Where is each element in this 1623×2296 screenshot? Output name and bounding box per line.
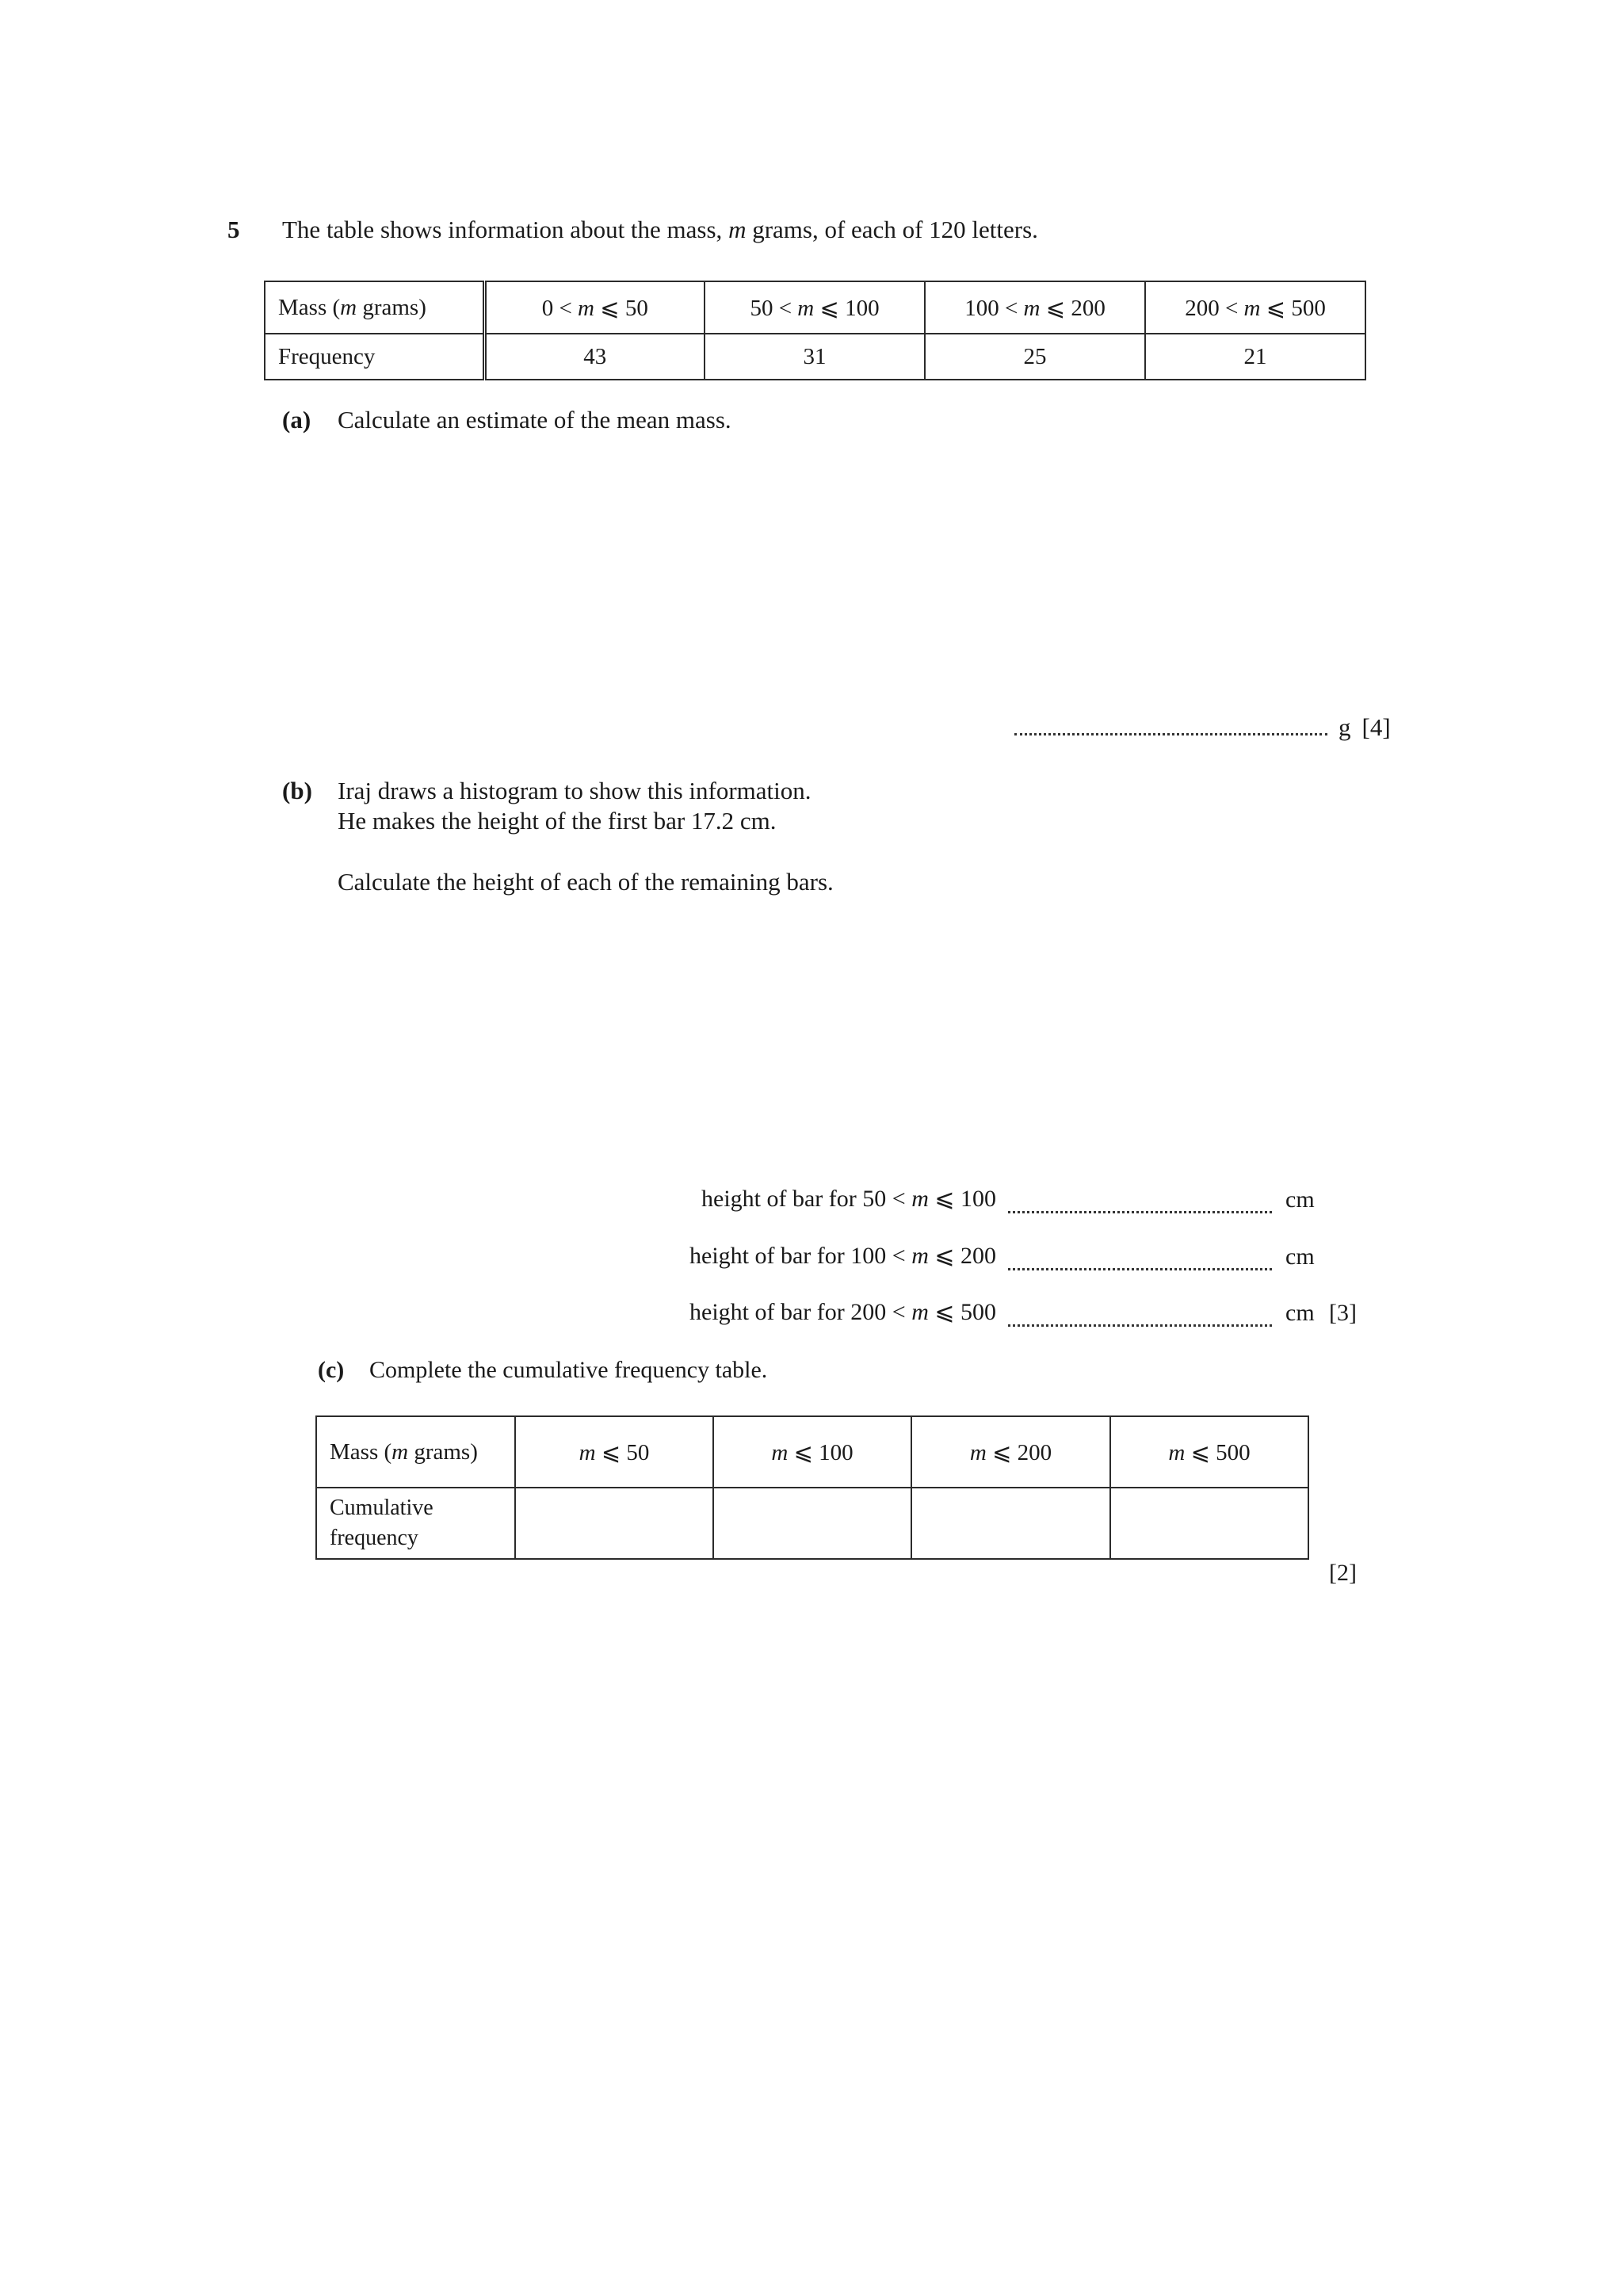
question-number: 5: [227, 216, 240, 243]
bar-label-lo: 50: [862, 1186, 887, 1212]
cumulative-interval-cell-2: [713, 1416, 911, 1488]
interval-var: m: [579, 1439, 596, 1465]
le-sign: ⩽: [934, 1299, 955, 1325]
interval-var: m: [1023, 295, 1041, 321]
part-b-marks: [3]: [1329, 1300, 1357, 1326]
cumulative-answer-cell[interactable]: [911, 1488, 1110, 1559]
bar-height-unit-1: cm: [1285, 1186, 1315, 1213]
intro-variable: m: [728, 216, 747, 243]
frequency-value-cell: 31: [705, 334, 925, 380]
interval-var: m: [797, 295, 815, 321]
mass-header-pre: Mass (: [278, 294, 341, 320]
lt-sign: <: [1224, 295, 1239, 321]
part-b-line-3: Calculate the height of each of the remaining bars.: [338, 868, 834, 896]
bar-height-label-1: [701, 1185, 996, 1213]
part-b-label: (b): [282, 777, 312, 804]
le-sign: ⩽: [1266, 295, 1286, 321]
part-c-question: Complete the cumulative frequency table.: [369, 1357, 768, 1383]
bar-height-blank-2[interactable]: [1008, 1268, 1272, 1270]
bar-label-prefix: height of bar for: [689, 1299, 851, 1325]
lt-sign: <: [559, 295, 572, 321]
bar-height-label-3: [689, 1298, 996, 1326]
lt-sign: <: [892, 1186, 906, 1212]
bar-label-lo: 100: [850, 1243, 887, 1269]
lt-sign: <: [778, 295, 792, 321]
interval-hi: 500: [1291, 295, 1326, 321]
frequency-value-cell: 21: [1145, 334, 1365, 380]
frequency-table: [264, 281, 1366, 380]
lt-sign: <: [892, 1299, 906, 1325]
bar-height-blank-3[interactable]: [1008, 1324, 1272, 1327]
cumulative-frequency-table: [315, 1415, 1309, 1560]
answer-unit: g: [1338, 713, 1351, 741]
cumulative-interval-cell-1: [515, 1416, 713, 1488]
part-a-question: Calculate an estimate of the mean mass.: [338, 406, 731, 434]
bar-height-unit-2: cm: [1285, 1244, 1315, 1270]
interval-hi: 200: [1017, 1439, 1052, 1465]
mass-header-cell: [265, 281, 484, 334]
bar-height-label-2: [689, 1242, 996, 1270]
interval-lo: 50: [750, 295, 773, 321]
cumulative-answer-cell[interactable]: [713, 1488, 911, 1559]
le-sign: ⩽: [934, 1186, 955, 1212]
bar-label-prefix: height of bar for: [701, 1186, 863, 1212]
frequency-table-row: [265, 334, 1365, 380]
le-sign: ⩽: [992, 1439, 1012, 1465]
le-sign: ⩽: [601, 1439, 621, 1465]
interval-lo: 100: [964, 295, 999, 321]
interval-hi: 200: [1071, 295, 1106, 321]
le-sign: ⩽: [934, 1243, 955, 1269]
interval-var: m: [1243, 295, 1261, 321]
cumulative-answer-cell[interactable]: [515, 1488, 713, 1559]
marks: [4]: [1361, 713, 1391, 741]
le-sign: ⩽: [819, 295, 839, 321]
bar-label-hi: 500: [960, 1299, 996, 1325]
interval-cell-3: [925, 281, 1145, 334]
interval-hi: 50: [624, 295, 648, 321]
bar-height-blank-1[interactable]: [1008, 1211, 1272, 1213]
interval-var: m: [969, 1439, 987, 1465]
bar-label-var: m: [911, 1299, 929, 1325]
le-sign: ⩽: [600, 295, 620, 321]
part-a-label: (a): [282, 406, 311, 434]
interval-var: m: [1168, 1439, 1186, 1465]
frequency-table-header-row: [265, 281, 1365, 334]
cumulative-label-line-2: frequency: [330, 1526, 418, 1550]
part-c-label: (c): [318, 1357, 345, 1383]
intro-text-1: The table shows information about the mass,: [282, 216, 729, 243]
interval-var: m: [771, 1439, 789, 1465]
part-a-answer-line: [1014, 713, 1391, 742]
part-b-line-2: He makes the height of the first bar 17.2 cm.: [338, 807, 777, 835]
bar-label-lo: 200: [850, 1299, 887, 1325]
cumulative-table-header-row: [316, 1416, 1308, 1488]
interval-hi: 100: [819, 1439, 854, 1465]
part-c-marks: [2]: [1329, 1560, 1357, 1586]
le-sign: ⩽: [1045, 295, 1066, 321]
mass-header-post: grams): [357, 294, 426, 320]
interval-hi: 100: [845, 295, 880, 321]
frequency-value-cell: 25: [925, 334, 1145, 380]
cumulative-interval-cell-3: [911, 1416, 1110, 1488]
intro-text-2: grams, of each of 120 letters.: [746, 216, 1038, 243]
mass-header-post: grams): [408, 1438, 478, 1465]
mass-header-var: m: [391, 1438, 409, 1465]
question-intro: [282, 216, 1038, 244]
bar-height-unit-3: cm: [1285, 1300, 1315, 1326]
bar-label-hi: 100: [960, 1186, 996, 1212]
interval-var: m: [578, 295, 594, 321]
le-sign: ⩽: [793, 1439, 813, 1465]
bar-label-var: m: [911, 1243, 929, 1269]
mass-header-cell: [316, 1416, 515, 1488]
bar-label-prefix: height of bar for: [689, 1243, 851, 1269]
bar-label-var: m: [911, 1186, 929, 1212]
interval-lo: 200: [1185, 295, 1220, 321]
interval-lo: 0: [541, 295, 554, 321]
interval-cell-1: [484, 281, 705, 334]
part-b-line-1: Iraj draws a histogram to show this information.: [338, 777, 812, 804]
interval-cell-4: [1145, 281, 1365, 334]
bar-label-hi: 200: [960, 1243, 996, 1269]
answer-blank[interactable]: [1014, 733, 1327, 735]
frequency-label-cell: Frequency: [265, 334, 484, 380]
mass-header-pre: Mass (: [330, 1438, 392, 1465]
cumulative-label-cell: [316, 1488, 515, 1559]
interval-hi: 500: [1216, 1439, 1251, 1465]
cumulative-answer-cell[interactable]: [1110, 1488, 1308, 1559]
frequency-value-cell: 43: [484, 334, 705, 380]
interval-hi: 50: [626, 1439, 650, 1465]
cumulative-table-row: [316, 1488, 1308, 1559]
le-sign: ⩽: [1190, 1439, 1210, 1465]
cumulative-label-line-1: Cumulative: [330, 1496, 433, 1520]
cumulative-interval-cell-4: [1110, 1416, 1308, 1488]
mass-header-var: m: [340, 294, 357, 320]
interval-cell-2: [705, 281, 925, 334]
lt-sign: <: [1004, 295, 1018, 321]
lt-sign: <: [892, 1243, 906, 1269]
